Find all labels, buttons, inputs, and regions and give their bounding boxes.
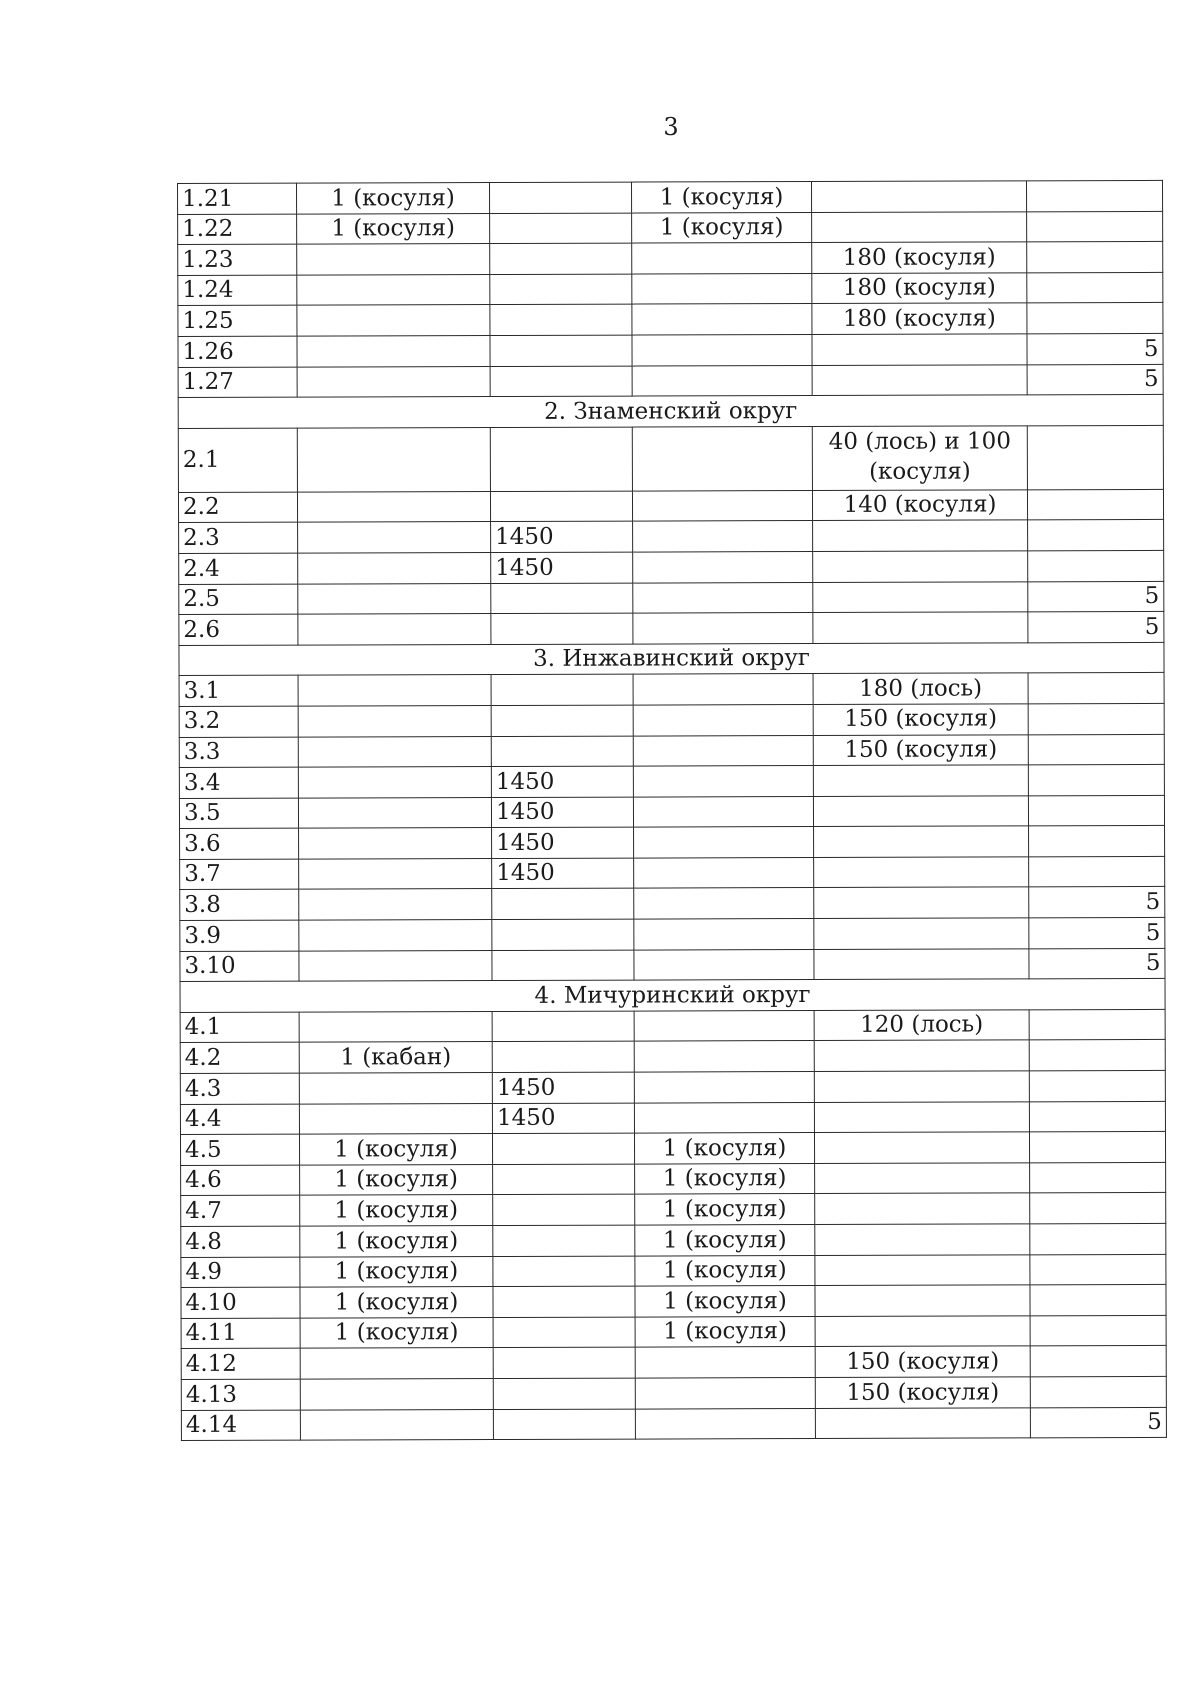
section-title: 3. Инжавинский округ bbox=[179, 642, 1164, 676]
table-cell-c1 bbox=[297, 274, 490, 305]
row-number-cell: 1.25 bbox=[178, 305, 297, 336]
table-cell-c3: 1 (косуля) bbox=[632, 212, 812, 243]
table-cell-c2 bbox=[491, 613, 633, 644]
table-cell-c4 bbox=[813, 551, 1028, 582]
row-number-cell: 3.4 bbox=[179, 767, 298, 798]
table-row bbox=[180, 1040, 1165, 1074]
table-row bbox=[180, 917, 1165, 951]
table-cell-c2: 1450 bbox=[491, 766, 633, 797]
table-cell-c4: 180 (косуля) bbox=[812, 242, 1027, 273]
table-cell-c1 bbox=[299, 1011, 492, 1042]
table-cell-c3 bbox=[632, 426, 812, 491]
table-cell-c2 bbox=[490, 274, 632, 305]
table-cell-c2 bbox=[491, 705, 633, 736]
table-cell-c1 bbox=[298, 797, 491, 828]
table-cell-c5 bbox=[1027, 211, 1163, 242]
table-cell-c1 bbox=[299, 950, 492, 981]
table-cell-c5 bbox=[1027, 303, 1163, 334]
table-cell-c4 bbox=[815, 1224, 1030, 1255]
row-number-cell: 2.4 bbox=[179, 553, 298, 584]
row-number-cell: 4.11 bbox=[181, 1318, 300, 1349]
row-number-cell: 4.3 bbox=[180, 1073, 299, 1104]
row-number-cell: 3.6 bbox=[180, 828, 299, 859]
table-row bbox=[181, 1254, 1166, 1288]
row-number-cell: 3.5 bbox=[179, 798, 298, 829]
table-cell-c5 bbox=[1030, 1315, 1166, 1346]
table-cell-c3 bbox=[635, 1347, 815, 1378]
table-row bbox=[181, 1376, 1166, 1410]
table-cell-c5 bbox=[1029, 1132, 1165, 1163]
table-cell-c3 bbox=[633, 796, 813, 827]
table-cell-c3 bbox=[633, 735, 813, 766]
table-row bbox=[179, 734, 1164, 768]
table-cell-c5 bbox=[1030, 1285, 1166, 1316]
row-number-cell: 1.22 bbox=[178, 214, 297, 245]
table-cell-c2 bbox=[492, 1133, 634, 1164]
table-cell-c4 bbox=[814, 1101, 1029, 1132]
table-cell-c3 bbox=[634, 1072, 814, 1103]
table-cell-c3 bbox=[633, 704, 813, 735]
table-cell-c1 bbox=[297, 335, 490, 366]
table-row bbox=[178, 242, 1163, 276]
table-cell-c3: 1 (косуля) bbox=[635, 1194, 815, 1225]
table-cell-c3 bbox=[634, 888, 814, 919]
table-cell-c2 bbox=[490, 304, 632, 335]
table-row bbox=[179, 550, 1164, 584]
table-cell-c4: 180 (косуля) bbox=[812, 303, 1027, 334]
table-cell-c1 bbox=[300, 1348, 493, 1379]
table-cell-c2 bbox=[490, 366, 632, 397]
table-cell-c1: 1 (косуля) bbox=[300, 1164, 493, 1195]
table-cell-c1 bbox=[299, 920, 492, 951]
row-number-cell: 1.21 bbox=[178, 183, 297, 214]
table-cell-c5: 5 bbox=[1027, 333, 1163, 364]
table-cell-c2 bbox=[491, 583, 633, 614]
table-cell-c4 bbox=[814, 948, 1029, 979]
table-cell-c2 bbox=[490, 427, 632, 491]
table-row bbox=[180, 1070, 1165, 1104]
table-cell-c2 bbox=[492, 950, 634, 981]
table-cell-c3 bbox=[634, 1010, 814, 1041]
table-row bbox=[179, 612, 1164, 646]
table-cell-c3 bbox=[632, 334, 812, 365]
table-row bbox=[180, 1009, 1165, 1043]
table-cell-c5 bbox=[1027, 242, 1163, 273]
table-cell-c3: 1 (косуля) bbox=[631, 182, 811, 213]
table-cell-c5 bbox=[1029, 1009, 1165, 1040]
table-cell-c2 bbox=[493, 1317, 635, 1348]
table-row bbox=[180, 856, 1165, 890]
row-number-cell: 3.3 bbox=[179, 737, 298, 768]
table-row bbox=[180, 948, 1165, 982]
table-cell-c3 bbox=[634, 827, 814, 858]
table-cell-c5 bbox=[1030, 1223, 1166, 1254]
row-number-cell: 4.5 bbox=[180, 1134, 299, 1165]
row-number-cell: 2.2 bbox=[178, 492, 297, 523]
table-row bbox=[180, 1101, 1165, 1135]
table-cell-c4 bbox=[813, 765, 1028, 796]
table-cell-c2: 1450 bbox=[491, 797, 633, 828]
table-cell-c3: 1 (косуля) bbox=[634, 1133, 814, 1164]
table-cell-c2 bbox=[492, 889, 634, 920]
table-cell-c3 bbox=[632, 365, 812, 396]
section-title: 2. Знаменский округ bbox=[178, 395, 1163, 429]
table-cell-c1: 1 (косуля) bbox=[300, 1195, 493, 1226]
table-cell-c2 bbox=[493, 1409, 635, 1440]
row-number-cell: 1.26 bbox=[178, 336, 297, 367]
table-cell-c1: 1 (косуля) bbox=[299, 1134, 492, 1165]
row-number-cell: 3.10 bbox=[180, 951, 299, 982]
table-cell-c1 bbox=[299, 828, 492, 859]
table-cell-c5: 5 bbox=[1028, 612, 1164, 643]
table-cell-c1 bbox=[300, 1409, 493, 1440]
table-cell-c2: 1450 bbox=[492, 858, 634, 889]
row-number-cell: 2.5 bbox=[179, 584, 298, 615]
section-header-row bbox=[178, 395, 1163, 429]
table-cell-c3 bbox=[632, 490, 812, 521]
table-cell-c4 bbox=[813, 612, 1028, 643]
table-cell-c4 bbox=[815, 1193, 1030, 1224]
table-row bbox=[179, 764, 1164, 798]
row-number-cell: 4.12 bbox=[181, 1348, 300, 1379]
table-cell-c2 bbox=[493, 1225, 635, 1256]
table-cell-c3 bbox=[634, 919, 814, 950]
table-cell-c1 bbox=[298, 552, 491, 583]
section-header-row bbox=[179, 642, 1164, 676]
table-cell-c1 bbox=[297, 427, 490, 492]
table-cell-c1 bbox=[298, 583, 491, 614]
table-cell-c2 bbox=[492, 1011, 634, 1042]
table-cell-c1: 1 (косуля) bbox=[297, 183, 490, 214]
table-cell-c1 bbox=[298, 767, 491, 798]
table-row bbox=[178, 272, 1163, 306]
table-row bbox=[181, 1315, 1166, 1349]
row-number-cell: 3.1 bbox=[179, 675, 298, 706]
table-cell-c5 bbox=[1030, 1346, 1166, 1377]
table-cell-c5 bbox=[1030, 1193, 1166, 1224]
table-cell-c3 bbox=[633, 551, 813, 582]
table-cell-c5 bbox=[1029, 1070, 1165, 1101]
table-cell-c3 bbox=[635, 1408, 815, 1439]
table-cell-c4: 140 (косуля) bbox=[812, 490, 1027, 521]
page-number: 3 bbox=[663, 113, 679, 141]
table-cell-c1: 1 (косуля) bbox=[297, 213, 490, 244]
table-cell-c1 bbox=[297, 305, 490, 336]
row-number-cell: 4.6 bbox=[181, 1165, 300, 1196]
table-cell-c5 bbox=[1030, 1376, 1166, 1407]
row-number-cell: 3.8 bbox=[180, 890, 299, 921]
table-row bbox=[179, 795, 1164, 829]
table-cell-c3 bbox=[634, 1041, 814, 1072]
table-cell-c2 bbox=[493, 1347, 635, 1378]
table-cell-c4 bbox=[813, 520, 1028, 551]
table-cell-c4 bbox=[815, 1407, 1030, 1438]
table-cell-c5 bbox=[1028, 673, 1164, 704]
row-number-cell: 4.7 bbox=[181, 1196, 300, 1227]
row-number-cell: 1.23 bbox=[178, 244, 297, 275]
section-header-row bbox=[180, 979, 1165, 1013]
table-cell-c4 bbox=[814, 857, 1029, 888]
table-cell-c2 bbox=[490, 243, 632, 274]
table-cell-c1 bbox=[298, 675, 491, 706]
table-cell-c1: 1 (косуля) bbox=[300, 1226, 493, 1257]
table-cell-c1 bbox=[299, 889, 492, 920]
table-cell-c2 bbox=[493, 1286, 635, 1317]
table-cell-c5 bbox=[1026, 180, 1162, 211]
table-cell-c4 bbox=[813, 796, 1028, 827]
table-cell-c5 bbox=[1029, 856, 1165, 887]
table-cell-c4 bbox=[812, 334, 1027, 365]
table-row bbox=[181, 1223, 1166, 1257]
table-cell-c1 bbox=[300, 1378, 493, 1409]
table-row bbox=[178, 425, 1163, 492]
table-row bbox=[179, 520, 1164, 554]
table-cell-c4 bbox=[815, 1163, 1030, 1194]
table-cell-c4 bbox=[814, 1071, 1029, 1102]
table-cell-c2 bbox=[493, 1164, 635, 1195]
table-cell-c3: 1 (косуля) bbox=[635, 1255, 815, 1286]
table-row bbox=[178, 211, 1163, 245]
table-cell-c4 bbox=[814, 1132, 1029, 1163]
table-cell-c5 bbox=[1028, 764, 1164, 795]
table-cell-c2: 1450 bbox=[492, 1103, 634, 1134]
table-cell-c5 bbox=[1027, 489, 1163, 520]
row-number-cell: 4.4 bbox=[180, 1104, 299, 1135]
table-cell-c3: 1 (косуля) bbox=[635, 1225, 815, 1256]
quota-table bbox=[177, 180, 1167, 1441]
table-cell-c2 bbox=[490, 335, 632, 366]
row-number-cell: 1.27 bbox=[178, 367, 297, 398]
table-row bbox=[180, 826, 1165, 860]
table-row bbox=[180, 1132, 1165, 1166]
table-cell-c4: 180 (косуля) bbox=[812, 273, 1027, 304]
table-row bbox=[181, 1162, 1166, 1196]
table-cell-c4 bbox=[812, 211, 1027, 242]
row-number-cell: 3.2 bbox=[179, 706, 298, 737]
table-cell-c3 bbox=[632, 304, 812, 335]
table-row bbox=[178, 303, 1163, 337]
table-cell-c5 bbox=[1027, 272, 1163, 303]
quota-table-body bbox=[178, 180, 1167, 1440]
table-cell-c4 bbox=[814, 826, 1029, 857]
table-cell-c1: 1 (кабан) bbox=[299, 1042, 492, 1073]
row-number-cell: 4.10 bbox=[181, 1287, 300, 1318]
table-row bbox=[179, 703, 1164, 737]
table-cell-c2 bbox=[491, 674, 633, 705]
table-cell-c2 bbox=[492, 1042, 634, 1073]
row-number-cell: 4.2 bbox=[180, 1043, 299, 1074]
table-cell-c2 bbox=[490, 213, 632, 244]
table-cell-c5 bbox=[1030, 1162, 1166, 1193]
table-cell-c3 bbox=[634, 949, 814, 980]
table-cell-c5 bbox=[1027, 425, 1163, 489]
table-row bbox=[181, 1193, 1166, 1227]
table-row bbox=[181, 1285, 1166, 1319]
table-cell-c1: 1 (косуля) bbox=[300, 1317, 493, 1348]
table-cell-c4: 150 (косуля) bbox=[815, 1346, 1030, 1377]
table-row bbox=[178, 364, 1163, 398]
table-cell-c5: 5 bbox=[1029, 887, 1165, 918]
table-cell-c1: 1 (косуля) bbox=[300, 1256, 493, 1287]
table-row bbox=[178, 489, 1163, 523]
table-cell-c4: 180 (лось) bbox=[813, 673, 1028, 704]
table-cell-c4 bbox=[815, 1254, 1030, 1285]
section-title: 4. Мичуринский округ bbox=[180, 979, 1165, 1013]
table-cell-c1 bbox=[298, 614, 491, 645]
table-cell-c5: 5 bbox=[1030, 1407, 1166, 1438]
table-cell-c2 bbox=[493, 1378, 635, 1409]
table-cell-c5 bbox=[1028, 520, 1164, 551]
table-cell-c3: 1 (косуля) bbox=[635, 1163, 815, 1194]
table-row bbox=[179, 581, 1164, 615]
table-cell-c5 bbox=[1030, 1254, 1166, 1285]
table-cell-c5 bbox=[1028, 703, 1164, 734]
table-cell-c3 bbox=[634, 1102, 814, 1133]
row-number-cell: 3.7 bbox=[180, 859, 299, 890]
table-cell-c2 bbox=[490, 182, 632, 213]
table-cell-c3 bbox=[635, 1377, 815, 1408]
table-cell-c4 bbox=[814, 918, 1029, 949]
table-cell-c5: 5 bbox=[1029, 917, 1165, 948]
row-number-cell: 4.13 bbox=[181, 1379, 300, 1410]
table-cell-c3 bbox=[633, 674, 813, 705]
table-cell-c5: 5 bbox=[1029, 948, 1165, 979]
table-row bbox=[178, 333, 1163, 367]
table-cell-c2 bbox=[491, 736, 633, 767]
row-number-cell: 4.9 bbox=[181, 1257, 300, 1288]
table-cell-c1 bbox=[299, 1103, 492, 1134]
table-cell-c3 bbox=[632, 243, 812, 274]
table-cell-c5 bbox=[1029, 826, 1165, 857]
table-cell-c4 bbox=[813, 581, 1028, 612]
table-cell-c1 bbox=[298, 705, 491, 736]
table-cell-c3: 1 (косуля) bbox=[635, 1316, 815, 1347]
table-cell-c1 bbox=[297, 491, 490, 522]
table-cell-c4: 150 (косуля) bbox=[815, 1377, 1030, 1408]
table-cell-c5: 5 bbox=[1027, 364, 1163, 395]
table-cell-c2: 1450 bbox=[491, 552, 633, 583]
table-cell-c5: 5 bbox=[1028, 581, 1164, 612]
table-cell-c2: 1450 bbox=[492, 1072, 634, 1103]
table-row bbox=[181, 1346, 1166, 1380]
table-cell-c4 bbox=[815, 1316, 1030, 1347]
table-row bbox=[179, 673, 1164, 707]
table-cell-c2 bbox=[493, 1256, 635, 1287]
table-cell-c4 bbox=[815, 1285, 1030, 1316]
table-row bbox=[178, 180, 1163, 214]
table-cell-c4: 150 (косуля) bbox=[813, 704, 1028, 735]
table-cell-c4: 150 (косуля) bbox=[813, 734, 1028, 765]
table-cell-c4: 40 (лось) и 100 (косуля) bbox=[812, 426, 1027, 491]
table-cell-c4 bbox=[812, 364, 1027, 395]
table-cell-c1: 1 (косуля) bbox=[300, 1287, 493, 1318]
table-cell-c1 bbox=[297, 244, 490, 275]
row-number-cell: 1.24 bbox=[178, 275, 297, 306]
table-cell-c4 bbox=[814, 1040, 1029, 1071]
row-number-cell: 2.1 bbox=[178, 428, 297, 492]
table-cell-c3 bbox=[633, 766, 813, 797]
table-cell-c1 bbox=[299, 1073, 492, 1104]
table-cell-c5 bbox=[1029, 1040, 1165, 1071]
table-row bbox=[180, 887, 1165, 921]
document-sheet bbox=[177, 180, 1167, 1441]
table-cell-c4 bbox=[811, 181, 1026, 212]
table-cell-c1 bbox=[298, 522, 491, 553]
table-cell-c5 bbox=[1028, 734, 1164, 765]
table-cell-c3: 1 (косуля) bbox=[635, 1286, 815, 1317]
table-cell-c4 bbox=[814, 887, 1029, 918]
table-cell-c2 bbox=[493, 1194, 635, 1225]
table-cell-c5 bbox=[1028, 550, 1164, 581]
table-cell-c3 bbox=[632, 273, 812, 304]
table-cell-c4: 120 (лось) bbox=[814, 1010, 1029, 1041]
table-cell-c5 bbox=[1028, 795, 1164, 826]
table-cell-c2: 1450 bbox=[492, 827, 634, 858]
table-cell-c5 bbox=[1029, 1101, 1165, 1132]
row-number-cell: 4.8 bbox=[181, 1226, 300, 1257]
row-number-cell: 2.6 bbox=[179, 614, 298, 645]
table-cell-c3 bbox=[633, 582, 813, 613]
table-cell-c2 bbox=[492, 919, 634, 950]
table-row bbox=[181, 1407, 1166, 1441]
table-cell-c1 bbox=[297, 366, 490, 397]
table-cell-c3 bbox=[633, 613, 813, 644]
row-number-cell: 2.3 bbox=[179, 522, 298, 553]
table-cell-c1 bbox=[298, 736, 491, 767]
table-cell-c3 bbox=[634, 857, 814, 888]
table-cell-c2 bbox=[490, 491, 632, 522]
row-number-cell: 4.14 bbox=[181, 1410, 300, 1441]
table-cell-c3 bbox=[633, 521, 813, 552]
table-cell-c1 bbox=[299, 858, 492, 889]
row-number-cell: 4.1 bbox=[180, 1012, 299, 1043]
table-cell-c2: 1450 bbox=[491, 521, 633, 552]
row-number-cell: 3.9 bbox=[180, 920, 299, 951]
